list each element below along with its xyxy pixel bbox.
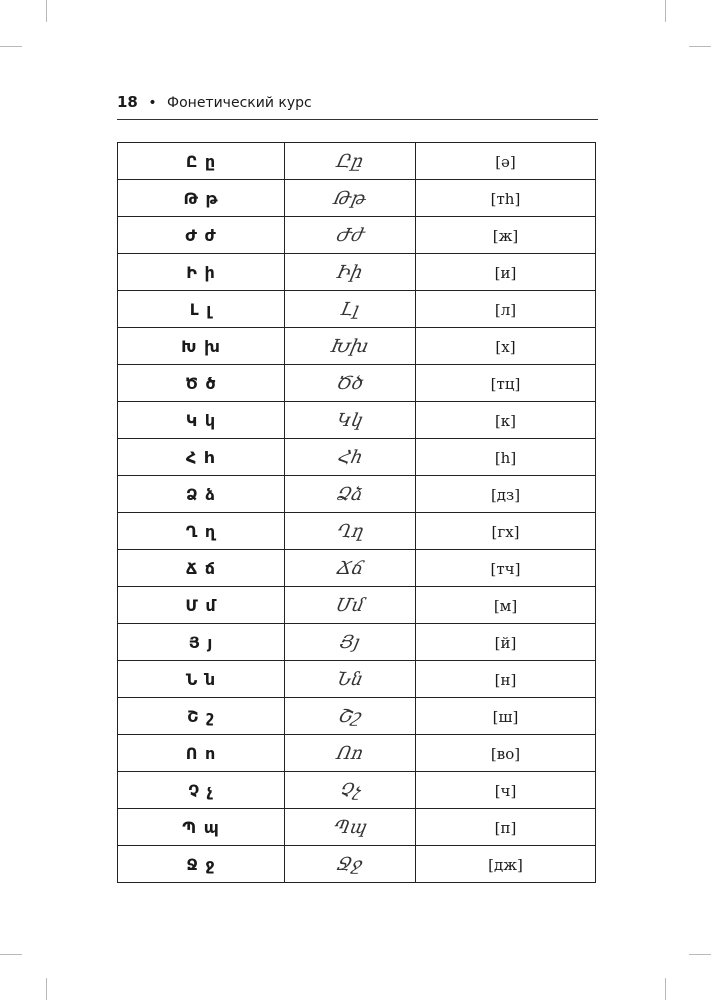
pronunciation: [тч] bbox=[490, 559, 521, 578]
crop-mark bbox=[665, 0, 666, 22]
table-row bbox=[118, 328, 596, 365]
handwritten-letter: Չչ bbox=[337, 779, 363, 801]
printed-letter: Ծ ծ bbox=[185, 373, 217, 393]
pronunciation-cell bbox=[416, 402, 596, 439]
printed-letter-cell bbox=[118, 624, 285, 661]
printed-letter-cell bbox=[118, 809, 285, 846]
handwritten-letter-cell bbox=[285, 587, 416, 624]
table-row bbox=[118, 661, 596, 698]
printed-letter-cell bbox=[118, 365, 285, 402]
handwritten-letter-cell bbox=[285, 254, 416, 291]
printed-letter-cell bbox=[118, 513, 285, 550]
handwritten-letter: Ժժ bbox=[334, 224, 366, 246]
table-row bbox=[118, 624, 596, 661]
table-row bbox=[118, 291, 596, 328]
printed-letter: Պ պ bbox=[182, 817, 220, 837]
handwritten-letter: Ջջ bbox=[335, 853, 365, 875]
printed-letter-cell bbox=[118, 254, 285, 291]
pronunciation: [тh] bbox=[490, 189, 521, 208]
printed-letter: Չ չ bbox=[188, 780, 214, 800]
pronunciation: [ч] bbox=[494, 781, 517, 800]
pronunciation: [и] bbox=[494, 263, 517, 282]
handwritten-letter-cell bbox=[285, 550, 416, 587]
printed-letter-cell bbox=[118, 661, 285, 698]
handwritten-letter-cell bbox=[285, 143, 416, 180]
printed-letter-cell bbox=[118, 772, 285, 809]
printed-letter: Ջ ջ bbox=[186, 854, 216, 874]
table-row bbox=[118, 550, 596, 587]
handwritten-letter-cell bbox=[285, 439, 416, 476]
printed-letter: Ի ի bbox=[186, 262, 216, 282]
pronunciation: [м] bbox=[493, 596, 518, 615]
handwritten-letter-cell bbox=[285, 328, 416, 365]
handwritten-letter-cell bbox=[285, 772, 416, 809]
printed-letter: Թ թ bbox=[183, 188, 219, 208]
table-row bbox=[118, 143, 596, 180]
handwritten-letter-cell bbox=[285, 217, 416, 254]
printed-letter: Ճ ճ bbox=[185, 558, 217, 578]
handwritten-letter: Մմ bbox=[333, 594, 367, 616]
pronunciation-cell bbox=[416, 698, 596, 735]
handwritten-letter: Ձձ bbox=[334, 483, 366, 505]
pronunciation-cell bbox=[416, 143, 596, 180]
handwritten-letter: Իի bbox=[335, 261, 365, 283]
printed-letter: Մ մ bbox=[185, 595, 217, 615]
table-row bbox=[118, 476, 596, 513]
pronunciation-cell bbox=[416, 217, 596, 254]
pronunciation-cell bbox=[416, 476, 596, 513]
handwritten-letter: Ճճ bbox=[334, 557, 366, 579]
pronunciation: [дз] bbox=[490, 485, 521, 504]
alphabet-table bbox=[117, 142, 596, 883]
handwritten-letter-cell bbox=[285, 846, 416, 883]
pronunciation-cell bbox=[416, 291, 596, 328]
pronunciation-cell bbox=[416, 439, 596, 476]
pronunciation: [к] bbox=[494, 411, 517, 430]
table-row bbox=[118, 587, 596, 624]
pronunciation-cell bbox=[416, 328, 596, 365]
pronunciation: [h] bbox=[494, 448, 517, 467]
handwritten-letter: Խխ bbox=[329, 335, 371, 357]
handwritten-letter: Նն bbox=[334, 668, 366, 690]
crop-mark bbox=[0, 46, 22, 47]
handwritten-letter: Լլ bbox=[338, 298, 362, 320]
alphabet-table-body bbox=[118, 143, 596, 883]
pronunciation: [дж] bbox=[488, 855, 523, 874]
pronunciation-cell bbox=[416, 513, 596, 550]
table-row bbox=[118, 217, 596, 254]
printed-letter-cell bbox=[118, 291, 285, 328]
pronunciation: [н] bbox=[494, 670, 517, 689]
handwritten-letter: Ծծ bbox=[334, 372, 366, 394]
running-header bbox=[117, 93, 598, 119]
table-row bbox=[118, 513, 596, 550]
handwritten-letter-cell bbox=[285, 180, 416, 217]
handwritten-letter-cell bbox=[285, 402, 416, 439]
pronunciation: [во] bbox=[490, 744, 521, 763]
handwritten-letter: Հh bbox=[335, 446, 365, 468]
pronunciation: [п] bbox=[494, 818, 517, 837]
printed-letter-cell bbox=[118, 143, 285, 180]
printed-letter: Ը ը bbox=[185, 151, 217, 171]
pronunciation: [гх] bbox=[491, 522, 520, 541]
pronunciation-cell bbox=[416, 587, 596, 624]
handwritten-letter: Շշ bbox=[336, 705, 364, 727]
handwritten-letter-cell bbox=[285, 735, 416, 772]
handwritten-letter-cell bbox=[285, 809, 416, 846]
handwritten-letter-cell bbox=[285, 698, 416, 735]
crop-mark bbox=[689, 46, 711, 47]
crop-mark bbox=[46, 978, 47, 1000]
handwritten-letter: Յյ bbox=[338, 631, 362, 653]
header-rule bbox=[117, 119, 598, 120]
handwritten-letter-cell bbox=[285, 624, 416, 661]
printed-letter: Լ լ bbox=[189, 299, 213, 319]
printed-letter: Շ շ bbox=[187, 706, 215, 726]
handwritten-letter-cell bbox=[285, 661, 416, 698]
printed-letter: Ժ ժ bbox=[185, 225, 217, 245]
handwritten-letter: Թթ bbox=[331, 187, 369, 209]
table-row bbox=[118, 439, 596, 476]
handwritten-letter-cell bbox=[285, 365, 416, 402]
table-row bbox=[118, 772, 596, 809]
printed-letter-cell bbox=[118, 846, 285, 883]
table-row bbox=[118, 735, 596, 772]
handwritten-letter-cell bbox=[285, 476, 416, 513]
crop-mark bbox=[46, 0, 47, 22]
page-number: 18 bbox=[117, 93, 138, 111]
pronunciation-cell bbox=[416, 735, 596, 772]
handwritten-letter: Պպ bbox=[331, 816, 369, 838]
printed-letter: Խ խ bbox=[181, 336, 221, 356]
printed-letter-cell bbox=[118, 439, 285, 476]
pronunciation-cell bbox=[416, 550, 596, 587]
handwritten-letter-cell bbox=[285, 513, 416, 550]
printed-letter-cell bbox=[118, 587, 285, 624]
header-separator: • bbox=[148, 95, 157, 111]
handwritten-letter: Ղղ bbox=[334, 520, 366, 542]
pronunciation: [тц] bbox=[490, 374, 521, 393]
pronunciation-cell bbox=[416, 661, 596, 698]
pronunciation: [й] bbox=[494, 633, 517, 652]
handwritten-letter: Ըը bbox=[334, 150, 366, 172]
pronunciation-cell bbox=[416, 180, 596, 217]
pronunciation-cell bbox=[416, 846, 596, 883]
pronunciation-cell bbox=[416, 624, 596, 661]
pronunciation: [х] bbox=[495, 337, 516, 356]
pronunciation-cell bbox=[416, 772, 596, 809]
printed-letter-cell bbox=[118, 328, 285, 365]
printed-letter-cell bbox=[118, 698, 285, 735]
table-row bbox=[118, 846, 596, 883]
printed-letter: Ղ ղ bbox=[185, 521, 217, 541]
pronunciation: [ж] bbox=[492, 226, 519, 245]
pronunciation: [ш] bbox=[492, 707, 519, 726]
table-row bbox=[118, 180, 596, 217]
table-row bbox=[118, 698, 596, 735]
printed-letter: Կ կ bbox=[185, 410, 217, 430]
printed-letter: Յ յ bbox=[188, 632, 214, 652]
printed-letter: Ն ն bbox=[185, 669, 217, 689]
table-row bbox=[118, 402, 596, 439]
handwritten-letter: Կկ bbox=[334, 409, 366, 431]
header-title: Фонетический курс bbox=[167, 95, 312, 111]
table-row bbox=[118, 254, 596, 291]
handwritten-letter: Ոո bbox=[334, 742, 366, 764]
printed-letter-cell bbox=[118, 180, 285, 217]
crop-mark bbox=[0, 954, 22, 955]
crop-mark bbox=[665, 978, 666, 1000]
handwritten-letter-cell bbox=[285, 291, 416, 328]
printed-letter-cell bbox=[118, 550, 285, 587]
printed-letter: Հ h bbox=[185, 447, 217, 467]
printed-letter-cell bbox=[118, 217, 285, 254]
pronunciation-cell bbox=[416, 254, 596, 291]
table-row bbox=[118, 809, 596, 846]
crop-mark bbox=[689, 954, 711, 955]
pronunciation-cell bbox=[416, 365, 596, 402]
printed-letter-cell bbox=[118, 402, 285, 439]
pronunciation: [л] bbox=[494, 300, 517, 319]
printed-letter: Ո ո bbox=[185, 743, 217, 763]
printed-letter: Ձ ձ bbox=[186, 484, 216, 504]
table-row bbox=[118, 365, 596, 402]
pronunciation: [ə] bbox=[495, 152, 516, 171]
printed-letter-cell bbox=[118, 735, 285, 772]
printed-letter-cell bbox=[118, 476, 285, 513]
pronunciation-cell bbox=[416, 809, 596, 846]
